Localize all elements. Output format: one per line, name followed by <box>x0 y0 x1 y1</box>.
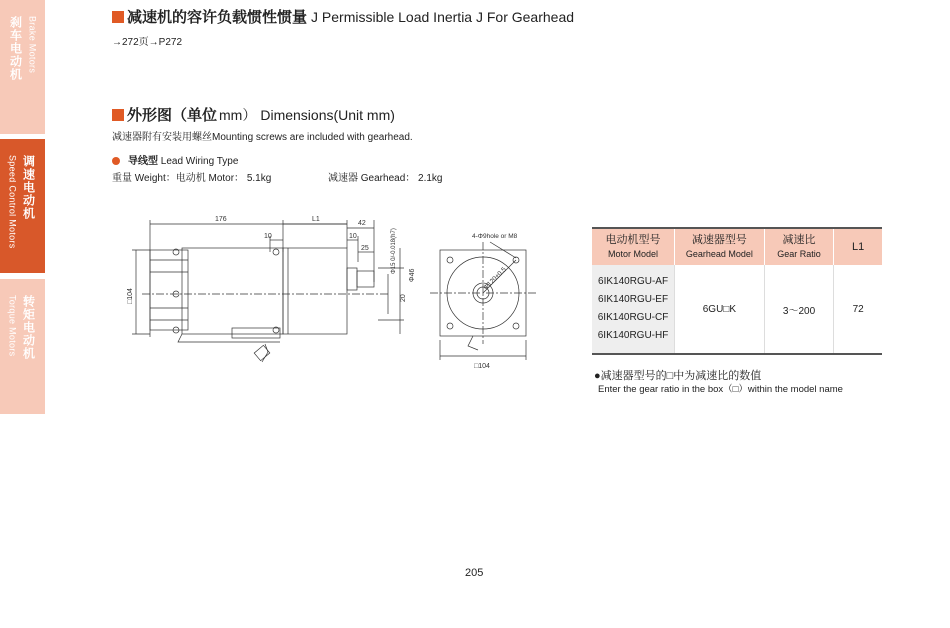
sidebar-tab-torque-motors[interactable] <box>0 279 45 414</box>
header-gearhead-model: 减速器型号 Gearhead Model <box>675 228 765 265</box>
motor-model: 6IK140RGU-CF <box>597 312 669 323</box>
motor-model: 6IK140RGU-HF <box>597 330 669 341</box>
gearhead-model-cell: 6GU□K <box>675 265 765 354</box>
mounting-screws-note: 减速器附有安装用螺丝Mounting screws are included with gearhead. <box>112 132 413 143</box>
dim-square-side: □104 <box>127 288 134 304</box>
sidebar-tab-speed-control-motors[interactable] <box>0 139 45 273</box>
motor-model: 6IK140RGU-AF <box>598 276 669 287</box>
sidebar-tab-label-cn: 刹车电动机 <box>8 16 23 81</box>
motor-side-view-drawing <box>120 212 420 387</box>
bullet-icon <box>112 157 120 165</box>
weight-gearhead: 减速器 Gearhead： 2.1kg <box>328 173 443 184</box>
table-row <box>592 265 882 354</box>
wiring-type-cn: 导线型 <box>128 156 158 167</box>
dim-square-bottom: □104 <box>474 363 490 370</box>
square-bullet-icon <box>112 11 124 23</box>
sidebar-tab-label-cn: 调速电动机 <box>21 155 36 220</box>
section-title-en: J Permissible Load Inertia J For Gearhead <box>311 8 575 25</box>
dim-10a: 10 <box>264 233 272 240</box>
sidebar-tab-label-en: Speed Control Motors <box>7 155 18 249</box>
header-gear-ratio: 减速比 Gear Ratio <box>764 228 834 265</box>
sidebar-tab-label-en: Torque Motors <box>7 295 18 357</box>
wiring-type-label <box>112 152 238 167</box>
square-bullet-icon <box>112 109 124 121</box>
motor-front-view-drawing <box>428 228 558 373</box>
page-reference-link[interactable]: →272页→P272 <box>112 37 183 48</box>
dim-total-length: 176 <box>215 216 227 223</box>
page-number: 205 <box>465 567 484 579</box>
model-table <box>592 227 882 355</box>
sidebar-tab-label-en: Brake Motors <box>27 16 38 74</box>
section-title-cn: 外形图（单位 <box>127 107 218 124</box>
dim-l1: L1 <box>312 216 320 223</box>
sidebar-tab-label-cn: 转矩电动机 <box>21 295 36 360</box>
gear-ratio-note-cn: ●减速器型号的□中为减速比的数值 <box>594 370 762 382</box>
dim-10b: 10 <box>349 233 357 240</box>
wiring-type-en: Lead Wiring Type <box>160 156 239 167</box>
dim-20: 20 <box>400 294 407 302</box>
dim-shaft-diameter: Φ15 0/-0.018(h7) <box>391 228 397 274</box>
section-title-cn: 减速机的容许负载惯性惯量 <box>127 9 308 26</box>
section-title-dimensions <box>112 104 395 125</box>
table-header-row <box>592 228 882 265</box>
l1-cell: 72 <box>834 265 882 354</box>
section-title-unit: mm） <box>219 106 257 123</box>
weight-motor: 重量 Weight：电动机 Motor： 5.1kg <box>112 173 272 184</box>
section-title-en: Dimensions(Unit mm) <box>260 106 395 123</box>
sidebar-tab-brake-motors[interactable] <box>0 0 45 134</box>
header-motor-model: 电动机型号 Motor Model <box>592 228 675 265</box>
dim-46: Φ46 <box>409 268 416 282</box>
motor-model-list <box>592 265 675 354</box>
gear-ratio-cell: 3～200 <box>764 265 834 354</box>
section-title-load-inertia <box>112 6 574 27</box>
gear-ratio-note-en: Enter the gear ratio in the box（□）within the model name <box>598 384 843 395</box>
motor-model: 6IK140RGU-EF <box>598 294 669 305</box>
header-l1: L1 <box>834 228 882 265</box>
dim-42: 42 <box>358 220 366 227</box>
pcd-label: Φ120±0.5 <box>482 266 508 292</box>
hole-label: 4-Φ9hole or M8 <box>472 233 518 240</box>
dim-25: 25 <box>361 245 369 252</box>
